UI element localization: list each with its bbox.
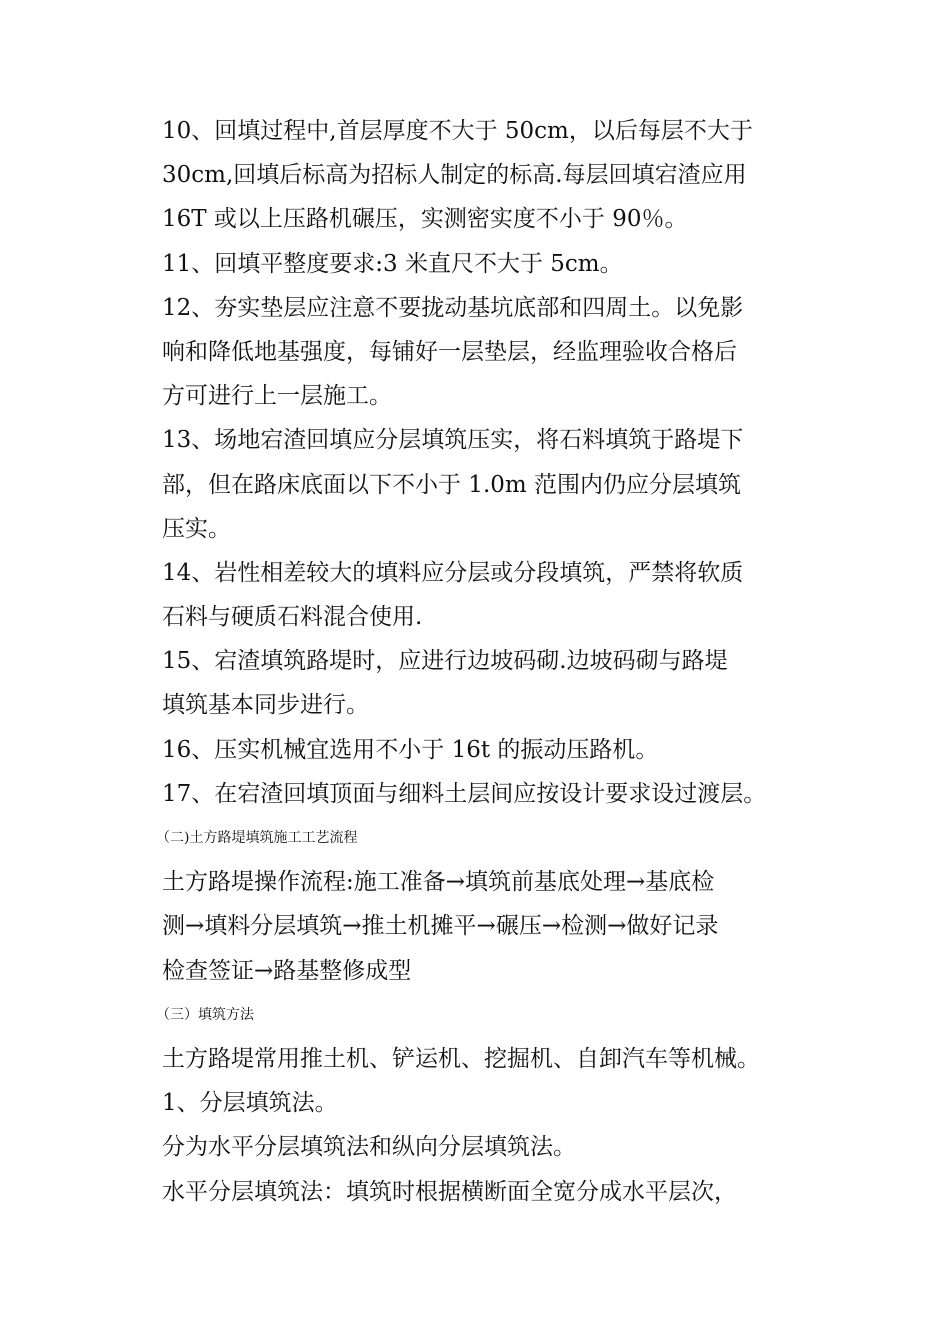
section-heading: （三）填筑方法 — [156, 1006, 254, 1023]
text-line: 11、回填平整度要求:3 米直尺不大于 5cm。 — [162, 250, 623, 277]
text-line: 13、场地宕渣回填应分层填筑压实，将石料填筑于路堤下 — [162, 427, 744, 454]
section-heading: （二)土方路堤填筑施工工艺流程 — [156, 830, 358, 846]
text-line: 石料与硬质石料混合使用. — [162, 604, 423, 631]
text-line: 压实。 — [162, 515, 231, 542]
text-line: 17、在宕渣回填顶面与细料土层间应按设计要求设过渡层。 — [162, 780, 767, 807]
text-line: 土方路堤常用推土机、铲运机、挖掘机、自卸汽车等机械。 — [162, 1045, 760, 1072]
text-line: 1、分层填筑法。 — [162, 1090, 338, 1117]
text-line: 响和降低地基强度，每铺好一层垫层，经监理验收合格后 — [162, 338, 737, 365]
text-line: 土方路堤操作流程:施工准备→填筑前基底处理→基底检 — [162, 869, 715, 896]
text-line: 30cm,回填后标高为招标人制定的标高.每层回填宕渣应用 — [162, 162, 747, 189]
text-line: 分为水平分层填筑法和纵向分层填筑法。 — [162, 1134, 576, 1161]
text-line: 部，但在路床底面以下不小于 1.0m 范围内仍应分层填筑 — [162, 471, 742, 498]
text-line: 16T 或以上压路机碾压，实测密实度不小于 90％。 — [162, 206, 688, 233]
text-line: 填筑基本同步进行。 — [162, 692, 369, 719]
text-line: 12、夯实垫层应注意不要拢动基坑底部和四周土。以免影 — [162, 294, 744, 321]
text-line: 15、宕渣填筑路堤时，应进行边坡码砌.边坡码砌与路堤 — [162, 648, 728, 675]
text-line: 16、压实机械宜选用不小于 16t 的振动压路机。 — [162, 736, 659, 763]
text-line: 10、回填过程中,首层厚度不大于 50cm，以后每层不大于 — [162, 118, 753, 144]
text-line: 测→填料分层填筑→推土机摊平→碾压→检测→做好记录 — [162, 913, 719, 940]
text-line: 检查签证→路基整修成型 — [162, 957, 412, 984]
text-line: 14、岩性相差较大的填料应分层或分段填筑，严禁将软质 — [162, 559, 744, 586]
document-body — [156, 109, 822, 1214]
text-line: 水平分层填筑法：填筑时根据横断面全宽分成水平层次， — [162, 1178, 737, 1205]
text-line: 方可进行上一层施工。 — [162, 383, 392, 410]
